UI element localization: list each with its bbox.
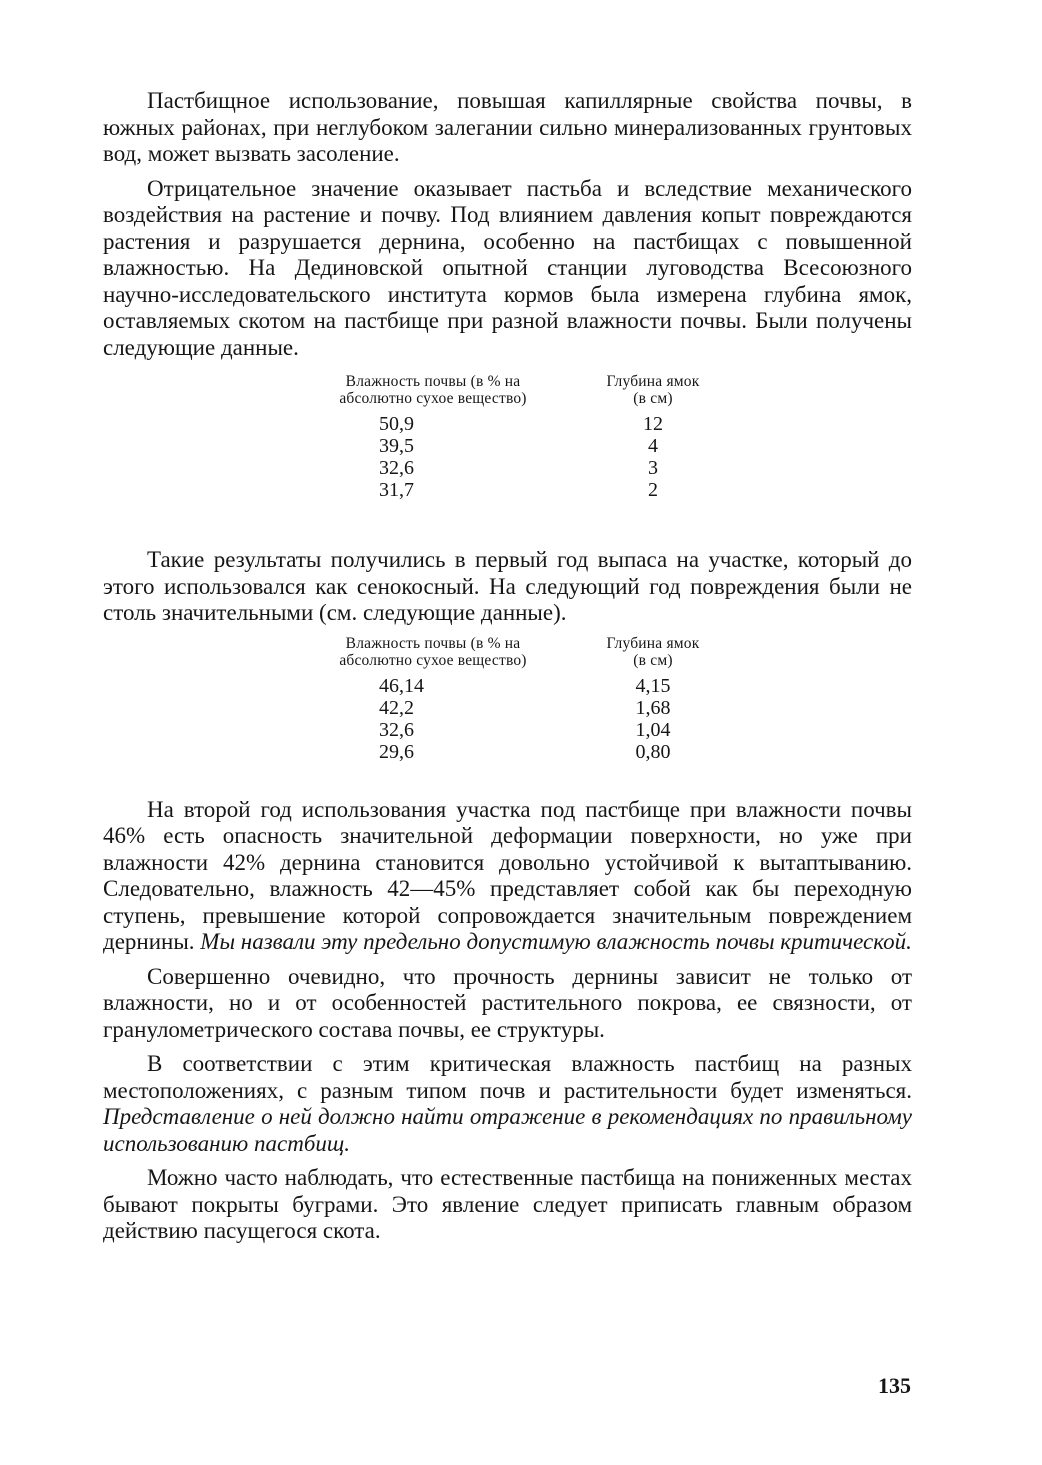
- table-1-humidity-header: Влажность почвы (в % на абсолютно сухое вещество): [339, 373, 527, 407]
- table-cell: 1,68: [635, 696, 671, 719]
- table-1-depth-column: [613, 413, 693, 501]
- paragraph-4: На второй год использования участка под пастбище при влажности почвы 46% есть опасность значительной деформации поверхности, но уже при влажности 42% дернина становится довольно устойчивой к вытаптыванию. Следовательно, влажность 42—45% представляет собой как бы переходную ступень, превышение которой сопровождается значительным повреждением дернины. Мы назвали эту предельно допустимую влажность почвы критической.: [103, 796, 912, 954]
- table-cell: 4: [648, 435, 658, 457]
- table-cell: 46,14: [379, 674, 424, 697]
- table-cell: 50,9: [379, 413, 414, 435]
- table-cell: 39,5: [379, 435, 414, 457]
- table-cell: 2: [648, 479, 658, 501]
- italic-recommendation: Представление о ней должно найти отражение в рекомендациях по правильному использованию пастбищ.: [103, 1104, 912, 1156]
- table-2-depth-header: Глубина ямок (в см): [606, 634, 700, 669]
- paragraph-6: В соответствии с этим критическая влажность пастбищ на разных местоположениях, с разным типом почв и растительности будет изменяться. Представление о ней должно найти отражение в рекомендациях по правильному использованию пастбищ.: [103, 1051, 912, 1156]
- table-cell: 4,15: [635, 674, 671, 697]
- table-1: [103, 373, 912, 523]
- table-2-humidity-header: Влажность почвы (в % на абсолютно сухое вещество): [339, 634, 527, 669]
- table-cell: 42,2: [379, 696, 414, 719]
- table-2: [103, 635, 912, 777]
- table-cell: 29,6: [379, 740, 414, 763]
- table-2-depth-column: [613, 675, 693, 763]
- paragraph-2: Отрицательное значение оказывает пастьба и вследствие механического воздействия на растение и почву. Под влиянием давления копыт повреждаются растения и разрушается дернина, особенно на пастбищах с повышенной влажностью. На Дединовской опытной станции луговодства Всесоюзного научно-исследовательского института кормов была измерена глубина ямок, оставляемых скотом на пастбище при разной влажности почвы. Были получены следующие данные.: [103, 175, 912, 360]
- page-body: [103, 88, 912, 1245]
- paragraph-7: Можно часто наблюдать, что естественные пастбища на пониженных местах бывают покрыты буграми. Это явление следует приписать главным образом действию пасущегося скота.: [103, 1165, 912, 1243]
- table-cell: 32,6: [379, 457, 414, 479]
- table-cell: 3: [648, 457, 658, 479]
- paragraph-1: Пастбищное использование, повышая капиллярные свойства почвы, в южных районах, при неглубоком залегании сильно минерализованных грунтовых вод, может вызвать засоление.: [103, 88, 912, 166]
- table-cell: 12: [643, 413, 663, 435]
- table-cell: 32,6: [379, 718, 414, 741]
- table-1-humidity-column: [379, 413, 459, 501]
- table-cell: 1,04: [635, 718, 671, 741]
- page-number: 135: [878, 1373, 911, 1398]
- paragraph-5: Совершенно очевидно, что прочность дернины зависит не только от влажности, но и от особенностей растительного покрова, ее связности, от гранулометрического состава почвы, ее структуры.: [103, 963, 912, 1042]
- paragraph-3: Такие результаты получились в первый год выпаса на участке, который до этого использовался как сенокосный. На следующий год повреждения были не столь значительными (см. следующие данные).: [103, 547, 912, 625]
- table-cell: 0,80: [635, 740, 671, 763]
- table-cell: 31,7: [379, 479, 414, 501]
- table-1-depth-header: Глубина ямок (в см): [606, 373, 700, 407]
- table-2-humidity-column: [379, 675, 459, 763]
- italic-definition: Мы назвали эту предельно допустимую влажность почвы критической.: [200, 929, 912, 954]
